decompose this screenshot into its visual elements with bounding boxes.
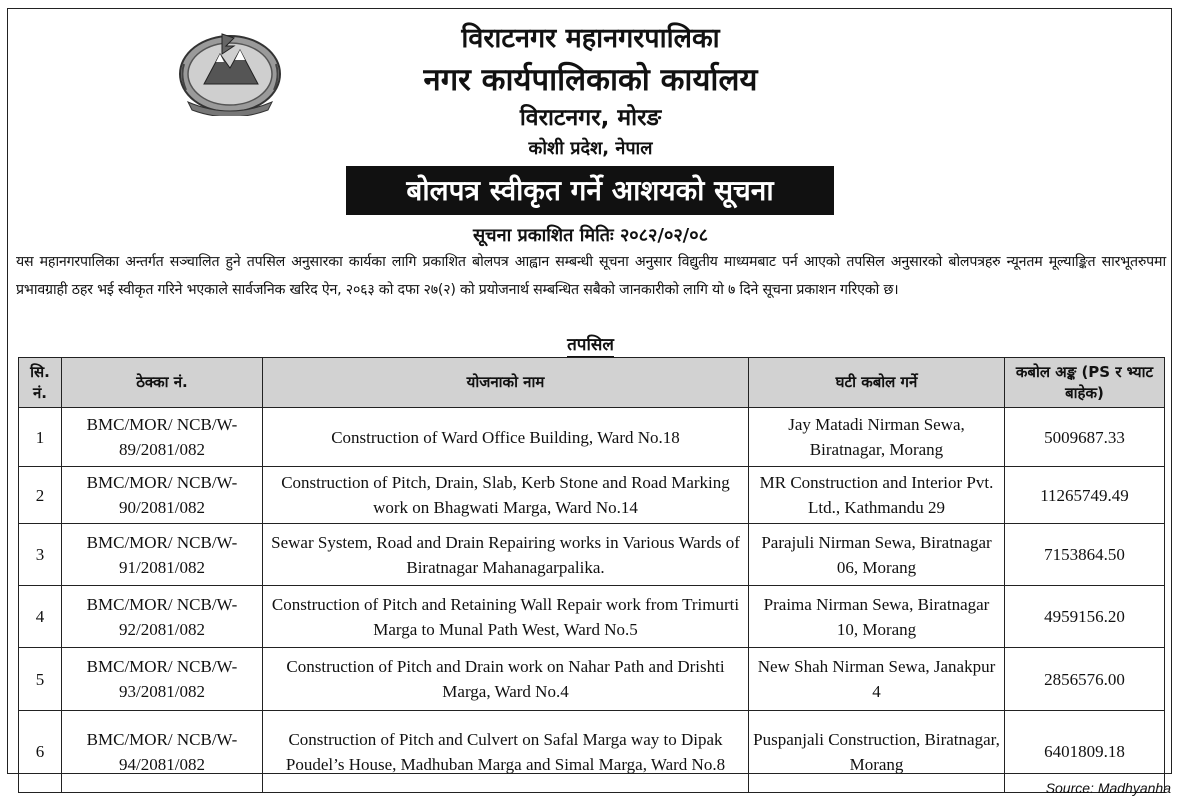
cell-amount: 4959156.20 xyxy=(1005,586,1165,648)
cell-amount: 6401809.18 xyxy=(1005,711,1165,793)
cell-bidder: MR Construction and Interior Pvt. Ltd., Kathmandu 29 xyxy=(749,467,1005,524)
bid-table xyxy=(18,357,1165,793)
published-date: सूचना प्रकाशित मितिः २०८२/०२/०८ xyxy=(473,225,708,246)
cell-project: Sewar System, Road and Drain Repairing works in Various Wards of Biratnagar Mahanagarpalika. xyxy=(263,524,749,586)
cell-sn: 5 xyxy=(19,648,62,711)
table-row xyxy=(19,586,1165,648)
cell-project: Construction of Pitch and Retaining Wall Repair work from Trimurti Marga to Munal Path West, Ward No.5 xyxy=(263,586,749,648)
table-row xyxy=(19,524,1165,586)
cell-sn: 6 xyxy=(19,711,62,793)
table-row xyxy=(19,648,1165,711)
cell-sn: 2 xyxy=(19,467,62,524)
cell-sn: 4 xyxy=(19,586,62,648)
source-credit: Source: Madhyanha xyxy=(1045,780,1171,796)
cell-bidder: New Shah Nirman Sewa, Janakpur 4 xyxy=(749,648,1005,711)
cell-contract: BMC/MOR/ NCB/W-90/2081/082 xyxy=(62,467,263,524)
cell-sn: 1 xyxy=(19,408,62,467)
col-header-project: योजनाको नाम xyxy=(263,358,749,408)
cell-project: Construction of Pitch and Culvert on Safal Marga way to Dipak Poudel’s House, Madhuban Marga and Simal Marga, Ward No.8 xyxy=(263,711,749,793)
col-header-contract: ठेक्का नं. xyxy=(62,358,263,408)
cell-amount: 11265749.49 xyxy=(1005,467,1165,524)
col-header-sn: सि. नं. xyxy=(19,358,62,408)
table-row xyxy=(19,467,1165,524)
cell-project: Construction of Ward Office Building, Ward No.18 xyxy=(263,408,749,467)
cell-contract: BMC/MOR/ NCB/W-94/2081/082 xyxy=(62,711,263,793)
cell-amount: 2856576.00 xyxy=(1005,648,1165,711)
section-title-text: तपसिल xyxy=(567,335,614,355)
cell-sn: 3 xyxy=(19,524,62,586)
section-title xyxy=(0,332,1181,355)
notice-body: यस महानगरपालिका अन्तर्गत सञ्चालित हुने तपसिल अनुसारका कार्यका लागि प्रकाशित बोलपत्र आह्वान सम्बन्धी सूचना अनुसार विद्युतीय माध्यमबाट पर्न आएको तपसिल अनुसारको बोलपत्रहरु न्यूनतम मूल्याङ्कित सारभूतरुपमा प्रभावग्राही ठहर भई स्वीकृत गरिने भएकाले सार्वजनिक खरिद ऐन, २०६३ को दफा २७(२) को प्रयोजनार्थ सम्बन्धित सबैको जानकारीको लागि यो ७ दिने सूचना प्रकाशन गरिएको छ। xyxy=(16,254,1166,298)
cell-bidder: Parajuli Nirman Sewa, Biratnagar 06, Morang xyxy=(749,524,1005,586)
cell-amount: 5009687.33 xyxy=(1005,408,1165,467)
cell-project: Construction of Pitch, Drain, Slab, Kerb Stone and Road Marking work on Bhagwati Marga, Ward No.14 xyxy=(263,467,749,524)
office-province: कोशी प्रदेश, नेपाल xyxy=(528,138,653,159)
cell-bidder: Praima Nirman Sewa, Biratnagar 10, Morang xyxy=(749,586,1005,648)
cell-amount: 7153864.50 xyxy=(1005,524,1165,586)
cell-bidder: Jay Matadi Nirman Sewa, Biratnagar, Morang xyxy=(749,408,1005,467)
cell-contract: BMC/MOR/ NCB/W-91/2081/082 xyxy=(62,524,263,586)
table-row xyxy=(19,408,1165,467)
cell-bidder: Puspanjali Construction, Biratnagar, Morang xyxy=(749,711,1005,793)
cell-contract: BMC/MOR/ NCB/W-89/2081/082 xyxy=(62,408,263,467)
cell-project: Construction of Pitch and Drain work on Nahar Path and Drishti Marga, Ward No.4 xyxy=(263,648,749,711)
office-name: विराटनगर महानगरपालिका xyxy=(461,23,720,54)
office-title: नगर कार्यपालिकाको कार्यालय xyxy=(423,62,758,98)
office-location: विराटनगर, मोरङ xyxy=(519,105,662,131)
col-header-bidder: घटी कबोल गर्ने xyxy=(749,358,1005,408)
col-header-amount: कबोल अङ्क (PS र भ्याट बाहेक) xyxy=(1005,358,1165,408)
table-header-row xyxy=(19,358,1165,408)
table-row xyxy=(19,711,1165,793)
cell-contract: BMC/MOR/ NCB/W-92/2081/082 xyxy=(62,586,263,648)
notice-title-banner: बोलपत्र स्वीकृत गर्ने आशयको सूचना xyxy=(346,166,834,215)
cell-contract: BMC/MOR/ NCB/W-93/2081/082 xyxy=(62,648,263,711)
